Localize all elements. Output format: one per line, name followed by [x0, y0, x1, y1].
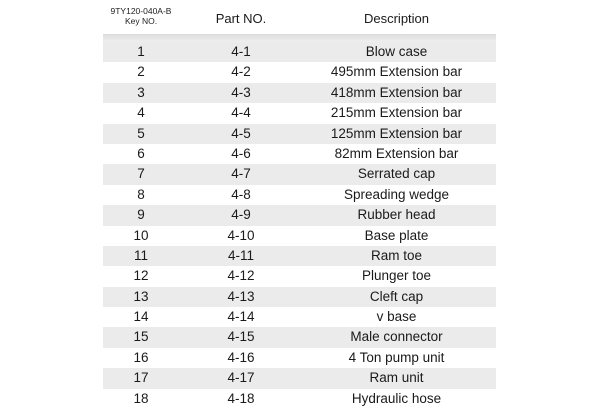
part-no-cell: 4-4 — [231, 105, 251, 121]
key-no-cell: 5 — [137, 125, 145, 141]
table-row — [103, 205, 496, 225]
header-divider — [103, 34, 496, 42]
key-no-cell: 12 — [133, 268, 149, 284]
key-no-cell: 16 — [133, 349, 149, 365]
table-row — [103, 103, 496, 123]
table-row — [103, 124, 496, 144]
description-cell: 4 Ton pump unit — [348, 349, 445, 365]
table-row — [103, 287, 496, 307]
table-row — [103, 226, 496, 246]
key-no-cell: 8 — [137, 186, 145, 202]
part-no-cell: 4-17 — [227, 370, 255, 386]
table-row — [103, 368, 496, 388]
description-cell: Hydraulic hose — [351, 390, 442, 406]
key-no-cell: 10 — [133, 227, 149, 243]
description-header: Description — [363, 11, 430, 26]
key-no-cell: 13 — [133, 288, 149, 304]
description-cell: Blow case — [365, 44, 428, 59]
table-header — [103, 6, 496, 34]
part-no-cell: 4-15 — [227, 329, 255, 345]
description-cell: Serrated cap — [357, 166, 436, 182]
description-cell: Ram unit — [369, 370, 424, 386]
table-row — [103, 389, 496, 409]
part-no-cell: 4-9 — [231, 207, 251, 223]
description-cell: Spreading wedge — [343, 186, 450, 202]
key-no-cell: 9 — [137, 207, 145, 223]
description-cell: 82mm Extension bar — [334, 145, 459, 161]
description-cell: 495mm Extension bar — [330, 64, 463, 80]
table-row — [103, 246, 496, 266]
part-no-cell: 4-18 — [227, 390, 255, 406]
key-no-cell: 18 — [133, 390, 149, 406]
description-cell: 418mm Extension bar — [330, 84, 463, 100]
table-row — [103, 83, 496, 103]
key-no-cell: 14 — [133, 309, 149, 325]
description-cell: Cleft cap — [369, 288, 424, 304]
part-no-cell: 4-2 — [231, 64, 251, 80]
key-no-cell: 17 — [133, 370, 149, 386]
description-cell: 215mm Extension bar — [330, 105, 463, 121]
part-no-header: Part NO. — [215, 11, 267, 26]
table-row — [103, 266, 496, 286]
part-no-cell: 4-11 — [227, 247, 255, 263]
description-cell: v base — [376, 309, 417, 325]
key-no-header — [103, 6, 179, 26]
key-no-cell: 4 — [137, 105, 145, 121]
description-cell: Male connector — [350, 329, 443, 345]
part-no-cell: 4-6 — [231, 145, 251, 161]
description-cell: 125mm Extension bar — [330, 125, 463, 141]
part-no-cell: 4-7 — [231, 166, 251, 182]
description-cell: Plunger toe — [361, 268, 432, 284]
part-no-cell: 4-3 — [231, 84, 251, 100]
table-row — [103, 42, 496, 62]
part-no-cell: 4-16 — [227, 349, 255, 365]
part-no-cell: 4-14 — [227, 309, 255, 325]
part-no-cell: 4-8 — [231, 186, 251, 202]
part-no-cell: 4-5 — [231, 125, 251, 141]
part-no-cell: 4-10 — [227, 227, 255, 243]
table-row — [103, 327, 496, 347]
key-no-cell: 15 — [133, 329, 149, 345]
description-cell: Base plate — [364, 227, 429, 243]
key-no-cell: 2 — [137, 64, 145, 80]
table-row — [103, 164, 496, 184]
table-row — [103, 307, 496, 327]
key-no-cell: 6 — [137, 145, 145, 161]
key-no-cell: 11 — [133, 247, 148, 263]
table-body — [103, 42, 496, 409]
key-no-label: Key NO. — [124, 16, 158, 26]
table-row — [103, 144, 496, 164]
key-no-cell: 3 — [137, 84, 145, 100]
drawing-code: 9TY120-040A-B — [110, 6, 172, 16]
key-no-cell: 1 — [137, 44, 145, 59]
key-no-cell: 7 — [137, 166, 145, 182]
parts-table — [103, 6, 496, 409]
table-row — [103, 348, 496, 368]
table-row — [103, 185, 496, 205]
description-cell: Rubber head — [357, 207, 436, 223]
part-no-cell: 4-1 — [231, 44, 251, 59]
part-no-cell: 4-13 — [227, 288, 255, 304]
part-no-cell: 4-12 — [227, 268, 255, 284]
table-row — [103, 62, 496, 82]
description-cell: Ram toe — [370, 247, 423, 263]
